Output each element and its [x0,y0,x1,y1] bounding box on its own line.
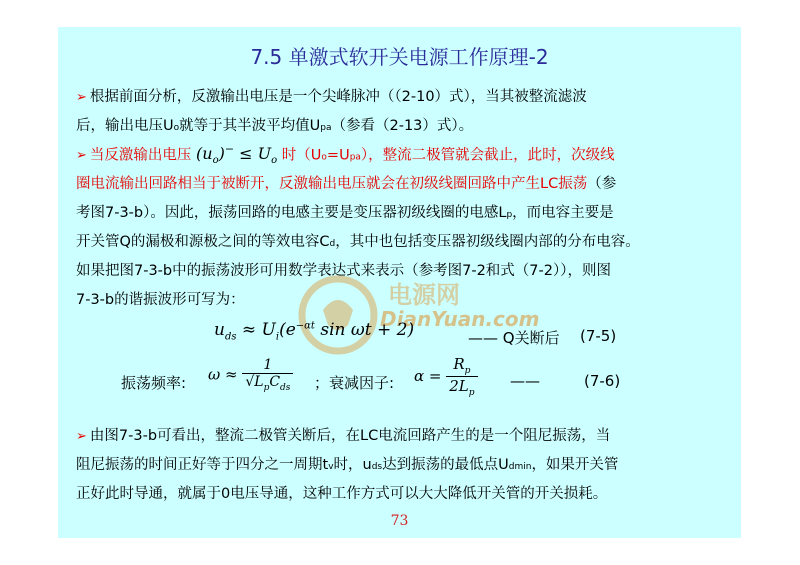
page-number: 73 [390,513,409,529]
slide-title: 7.5 单激式软开关电源工作原理-2 [250,45,549,69]
paragraph-3-line-2: 阻尼振荡的时间正好等于四分之一周期tv时，uds达到振荡的最低点Udmin，如果开关管 [76,457,619,473]
paragraph-1-line-1: ➢ 根据前面分析，反激输出电压是一个尖峰脉冲（（2-10）式），当其被整流滤波 [76,89,587,105]
watermark-cn: 电源网 [388,281,460,309]
bullet-arrow-icon: ➢ [76,148,87,164]
formula-alpha: α = $\frac{R_p}{2L_p}$ [414,355,478,398]
paragraph-2-line-6: 7-3-b的谐振波形可写为： [76,292,245,308]
equation-7-6-number: (7-6) [584,372,621,390]
damping-factor-label: ；衰减因子: [314,374,395,392]
equation-7-5-note: —— Q关断后 [468,329,560,347]
paragraph-2-line-3: 考图7-3-b）。因此，振荡回路的电感主要是变压器初级线圈的电感Lp，而电容主要是 [76,205,614,221]
equation-7-6-dash: —— [510,372,540,390]
dianyuan-logo-icon [293,270,383,360]
paragraph-2-line-1: ➢ 当反激输出电压 $(u_o)^- \le U_o$ 时（Uo=Upa），整流二极管就会截止，此时，次级线 [76,143,615,167]
oscillation-frequency-label: 振荡频率: [121,374,187,392]
equation-7-5: $u_{ds} \approx U_i(e^{-\alpha t}$ sin ωt + 2) [214,320,415,343]
paragraph-3-line-1: ➢ 由图7-3-b可看出，整流二极管关断后，在LC电流回路产生的是一个阻尼振荡，当 [76,428,611,444]
paragraph-2-line-2: 圈电流输出回路相当于被断开，反激输出电压就会在初级线圈回路中产生LC振荡（参 [76,176,617,192]
formula-omega: ω ≈ $\frac{1}{√L_pC_{ds}}$ [208,357,293,393]
paragraph-3-line-3: 正好此时导通，就属于0电压导通，这种工作方式可以大大降低开关管的开关损耗。 [76,486,608,502]
bullet-arrow-icon: ➢ [76,90,87,105]
formula-voltage-condition: $(u_o)^- \le U_o$ [196,143,278,167]
paragraph-2-line-5: 如果把图7-3-b中的振荡波形可用数学表达式来表示（参考图7-2和式（7-2）），则图 [76,263,611,279]
paragraph-1-line-2: 后，输出电压Uo就等于其半波平均值Upa（参看（2-13）式）。 [76,118,474,134]
bullet-arrow-icon: ➢ [76,429,87,444]
equation-7-5-number: (7-5) [580,327,617,345]
watermark-en: DianYuan.com [380,307,540,331]
paragraph-2-line-4: 开关管Q的漏极和源极之间的等效电容Cd，其中也包括变压器初级线圈内部的分布电容。 [76,234,640,250]
slide [58,27,741,538]
